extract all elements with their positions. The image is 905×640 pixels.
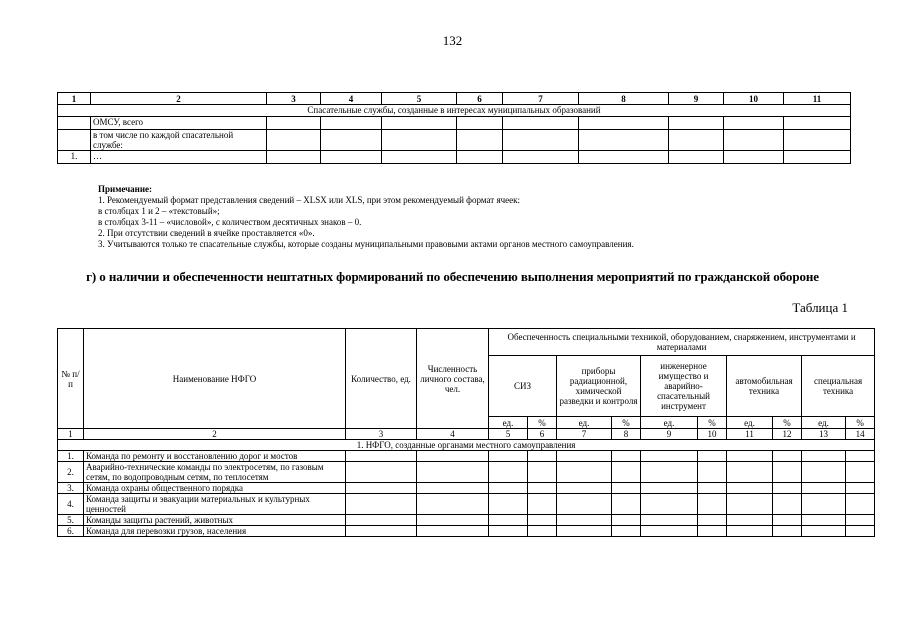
empty-cell [784, 151, 851, 164]
empty-cell [346, 494, 417, 515]
column-index-cell: 6 [457, 93, 503, 105]
table-row [58, 151, 851, 164]
unit-ed: ед. [489, 417, 528, 429]
empty-cell [802, 483, 846, 494]
empty-cell [417, 462, 489, 483]
unit-ed: ед. [802, 417, 846, 429]
empty-cell [528, 483, 557, 494]
empty-cell [846, 462, 875, 483]
empty-cell [641, 515, 698, 526]
table-caption: Таблица 1 [792, 300, 848, 315]
empty-cell [346, 483, 417, 494]
empty-cell [612, 515, 641, 526]
empty-cell [457, 117, 503, 130]
empty-cell [784, 117, 851, 130]
empty-cell [641, 483, 698, 494]
empty-cell [612, 526, 641, 537]
empty-cell [346, 526, 417, 537]
empty-cell [641, 462, 698, 483]
row-name: … [91, 151, 267, 164]
empty-cell [846, 451, 875, 462]
note-line: в столбцах 3-11 – «числовой», с количеством десятичных знаков – 0. [98, 217, 362, 227]
empty-cell [727, 462, 773, 483]
empty-cell [528, 494, 557, 515]
column-index-cell: 2 [84, 429, 346, 440]
empty-cell [612, 494, 641, 515]
col-staff-header: Численность личного состава, чел. [417, 329, 489, 429]
section-subtitle: г) о наличии и обеспеченности нештатных формирований по обеспечению выполнения мероприятий по гражданской обороне [86, 269, 819, 284]
column-index-cell: 2 [91, 93, 267, 105]
column-index-cell: 10 [724, 93, 784, 105]
unit-percent: % [773, 417, 802, 429]
group-header-special: специальная техника [802, 356, 875, 417]
empty-cell [669, 151, 724, 164]
column-index-cell: 7 [503, 93, 579, 105]
empty-cell [417, 526, 489, 537]
column-index-cell: 4 [417, 429, 489, 440]
empty-cell [503, 151, 579, 164]
unit-percent: % [528, 417, 557, 429]
empty-cell [489, 515, 528, 526]
table-row [58, 117, 851, 130]
group-header-devices: приборы радиационной, химической разведки и контроля [557, 356, 641, 417]
empty-cell [557, 462, 612, 483]
empty-cell [503, 117, 579, 130]
empty-cell [846, 526, 875, 537]
row-name: Команда по ремонту и восстановлению дорог и мостов [84, 451, 346, 462]
equipment-group-header: Обеспеченность специальными техникой, оборудованием, снаряжением, инструментами и материалами [489, 329, 875, 356]
column-index-cell: 11 [727, 429, 773, 440]
unit-ed: ед. [641, 417, 698, 429]
empty-cell [528, 515, 557, 526]
empty-cell [698, 526, 727, 537]
row-number: 4. [58, 494, 84, 515]
note-line: 3. Учитываются только те спасательные службы, которые созданы муниципальными правовыми актами органов местного самоуправления. [98, 239, 634, 249]
table-row [58, 494, 875, 515]
row-number [58, 117, 91, 130]
empty-cell [382, 151, 457, 164]
empty-cell [417, 483, 489, 494]
row-name: ОМСУ, всего [91, 117, 267, 130]
rescue-services-table [57, 92, 851, 164]
column-index-cell: 6 [528, 429, 557, 440]
row-number: 5. [58, 515, 84, 526]
empty-cell [724, 117, 784, 130]
row-number: 3. [58, 483, 84, 494]
nfgo-table [57, 328, 875, 537]
empty-cell [489, 494, 528, 515]
unit-percent: % [698, 417, 727, 429]
empty-cell [489, 451, 528, 462]
empty-cell [727, 526, 773, 537]
empty-cell [641, 451, 698, 462]
empty-cell [346, 462, 417, 483]
row-name: Аварийно-технические команды по электросетям, по газовым сетям, по водопроводным сетям, по теплосетям [84, 462, 346, 483]
table-row [58, 515, 875, 526]
empty-cell [528, 451, 557, 462]
col-name-header: Наименование НФГО [84, 329, 346, 429]
empty-cell [784, 130, 851, 151]
empty-cell [579, 151, 669, 164]
empty-cell [612, 451, 641, 462]
empty-cell [382, 117, 457, 130]
row-number: 1. [58, 451, 84, 462]
empty-cell [267, 130, 321, 151]
empty-cell [489, 483, 528, 494]
empty-cell [457, 151, 503, 164]
empty-cell [321, 151, 382, 164]
row-number: 6. [58, 526, 84, 537]
empty-cell [641, 494, 698, 515]
row-name: Команда защиты и эвакуации материальных и культурных ценностей [84, 494, 346, 515]
empty-cell [698, 515, 727, 526]
empty-cell [641, 526, 698, 537]
empty-cell [346, 515, 417, 526]
empty-cell [802, 462, 846, 483]
empty-cell [612, 462, 641, 483]
empty-cell [557, 451, 612, 462]
table-row [58, 526, 875, 537]
empty-cell [698, 451, 727, 462]
empty-cell [802, 526, 846, 537]
column-index-cell: 11 [784, 93, 851, 105]
note-line: в столбцах 1 и 2 – «текстовый»; [98, 206, 220, 216]
empty-cell [557, 526, 612, 537]
empty-cell [773, 451, 802, 462]
column-index-cell: 5 [382, 93, 457, 105]
section-title: 1. НФГО, созданные органами местного самоуправления [58, 440, 875, 451]
empty-cell [489, 526, 528, 537]
note-block [98, 184, 818, 250]
empty-cell [267, 151, 321, 164]
unit-ed: ед. [557, 417, 612, 429]
table-row [58, 130, 851, 151]
row-name: Команды защиты растений, животных [84, 515, 346, 526]
empty-cell [802, 515, 846, 526]
empty-cell [802, 494, 846, 515]
unit-ed: ед. [727, 417, 773, 429]
empty-cell [724, 130, 784, 151]
column-index-cell: 1 [58, 429, 84, 440]
table-row [58, 483, 875, 494]
empty-cell [773, 494, 802, 515]
column-index-cell: 7 [557, 429, 612, 440]
row-number: 1. [58, 151, 91, 164]
col-num-header: № п/п [58, 329, 84, 429]
group-header-vehicles: автомобильная техника [727, 356, 802, 417]
empty-cell [557, 515, 612, 526]
empty-cell [503, 130, 579, 151]
empty-cell [579, 117, 669, 130]
empty-cell [612, 483, 641, 494]
empty-cell [417, 451, 489, 462]
empty-cell [773, 462, 802, 483]
empty-cell [727, 483, 773, 494]
empty-cell [846, 494, 875, 515]
empty-cell [698, 494, 727, 515]
empty-cell [346, 451, 417, 462]
section-title: Спасательные службы, созданные в интересах муниципальных образований [58, 105, 851, 117]
column-index-cell: 10 [698, 429, 727, 440]
row-name: Команда для перевозки грузов, населения [84, 526, 346, 537]
empty-cell [557, 483, 612, 494]
table-row [58, 451, 875, 462]
empty-cell [528, 462, 557, 483]
empty-cell [417, 515, 489, 526]
empty-cell [382, 130, 457, 151]
column-index-cell: 9 [641, 429, 698, 440]
unit-percent: % [846, 417, 875, 429]
empty-cell [727, 451, 773, 462]
empty-cell [267, 117, 321, 130]
column-index-cell: 5 [489, 429, 528, 440]
empty-cell [457, 130, 503, 151]
empty-cell [773, 515, 802, 526]
column-index-cell: 3 [267, 93, 321, 105]
empty-cell [802, 451, 846, 462]
empty-cell [698, 483, 727, 494]
empty-cell [489, 462, 528, 483]
column-index-cell: 8 [579, 93, 669, 105]
column-index-cell: 1 [58, 93, 91, 105]
empty-cell [669, 130, 724, 151]
empty-cell [846, 483, 875, 494]
table-row [58, 462, 875, 483]
row-number: 2. [58, 462, 84, 483]
column-index-cell: 4 [321, 93, 382, 105]
row-name: в том числе по каждой спасательной службе: [91, 130, 267, 151]
empty-cell [528, 526, 557, 537]
empty-cell [321, 130, 382, 151]
note-line: 2. При отсутствии сведений в ячейке проставляется «0». [98, 228, 315, 238]
column-index-cell: 13 [802, 429, 846, 440]
empty-cell [727, 494, 773, 515]
empty-cell [579, 130, 669, 151]
column-index-cell: 3 [346, 429, 417, 440]
group-header-siz: СИЗ [489, 356, 557, 417]
row-name: Команда охраны общественного порядка [84, 483, 346, 494]
empty-cell [698, 462, 727, 483]
note-title: Примечание: [98, 184, 153, 194]
group-header-engineering: инженерное имущество и аварийно-спасательный инструмент [641, 356, 727, 417]
page-number: 132 [442, 33, 463, 48]
empty-cell [321, 117, 382, 130]
column-index-cell: 14 [846, 429, 875, 440]
empty-cell [417, 494, 489, 515]
empty-cell [846, 515, 875, 526]
note-line: 1. Рекомендуемый формат представления сведений – XLSX или XLS, при этом рекомендуемый формат ячеек: [98, 195, 520, 205]
column-index-cell: 12 [773, 429, 802, 440]
col-qty-header: Количество, ед. [346, 329, 417, 429]
empty-cell [773, 526, 802, 537]
row-number [58, 130, 91, 151]
empty-cell [669, 117, 724, 130]
empty-cell [557, 494, 612, 515]
unit-percent: % [612, 417, 641, 429]
column-index-cell: 8 [612, 429, 641, 440]
column-index-cell: 9 [669, 93, 724, 105]
empty-cell [773, 483, 802, 494]
empty-cell [724, 151, 784, 164]
empty-cell [727, 515, 773, 526]
